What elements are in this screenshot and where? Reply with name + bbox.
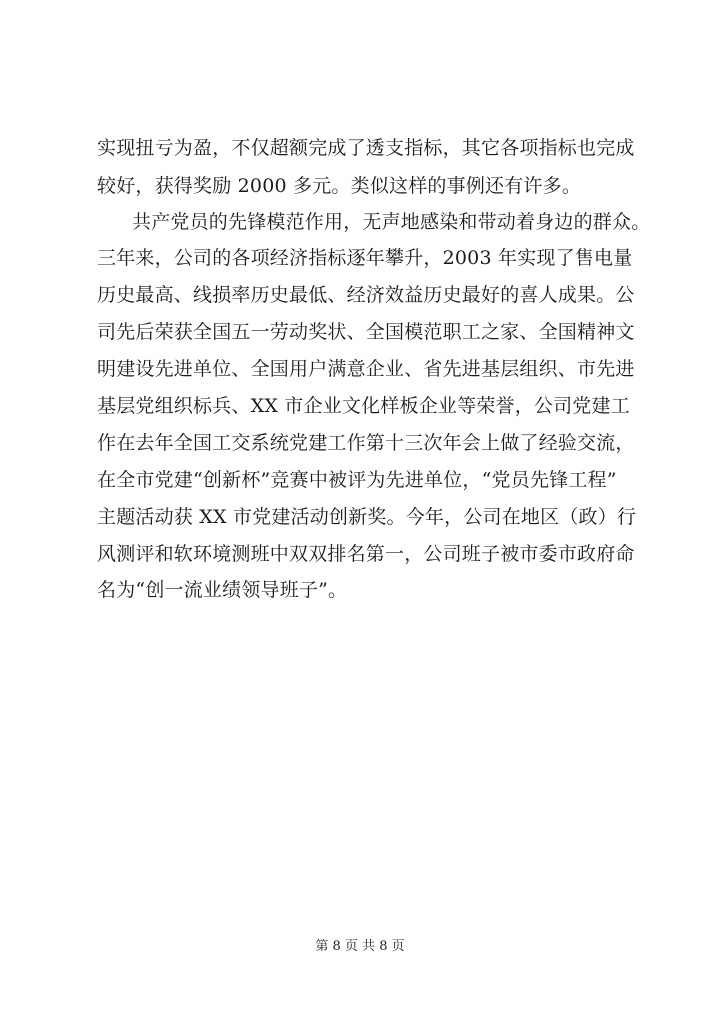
text-line-13: 名为“创一流业绩领导班子”。 <box>97 579 348 601</box>
text-line-11: 主题活动获 XX 市党建活动创新奖。今年，公司在地区（政）行 <box>97 506 637 528</box>
text-line-5: 历史最高、线损率历史最低、经济效益历史最好的喜人成果。公 <box>97 284 635 306</box>
text-line-1: 实现扭亏为盈，不仅超额完成了透支指标，其它各项指标也完成 <box>97 137 635 159</box>
text-line-8: 基层党组织标兵、XX 市企业文化样板企业等荣誉，公司党建工 <box>97 395 630 417</box>
text-line-7: 明建设先进单位、全国用户满意企业、省先进基层组织、市先进 <box>97 358 635 380</box>
text-line-3: 共产党员的先锋模范作用，无声地感染和带动着身边的群众。 <box>132 211 651 233</box>
text-line-2: 较好，获得奖励 2000 多元。类似这样的事例还有许多。 <box>97 175 582 197</box>
text-line-12: 风测评和软环境测班中双双排名第一，公司班子被市委市政府命 <box>97 543 635 565</box>
text-line-6: 司先后荣获全国五一劳动奖状、全国模范职工之家、全国精神文 <box>97 321 635 343</box>
text-line-10: 在全市党建“创新杯”竞赛中被评为先进单位，“党员先锋工程” <box>97 469 617 491</box>
text-line-4: 三年来，公司的各项经济指标逐年攀升，2003 年实现了售电量 <box>97 247 633 269</box>
text-line-9: 作在去年全国工交系统党建工作第十三次年会上做了经验交流， <box>97 432 635 454</box>
page-number-footer: 第 8 页 共 8 页 <box>315 939 405 954</box>
